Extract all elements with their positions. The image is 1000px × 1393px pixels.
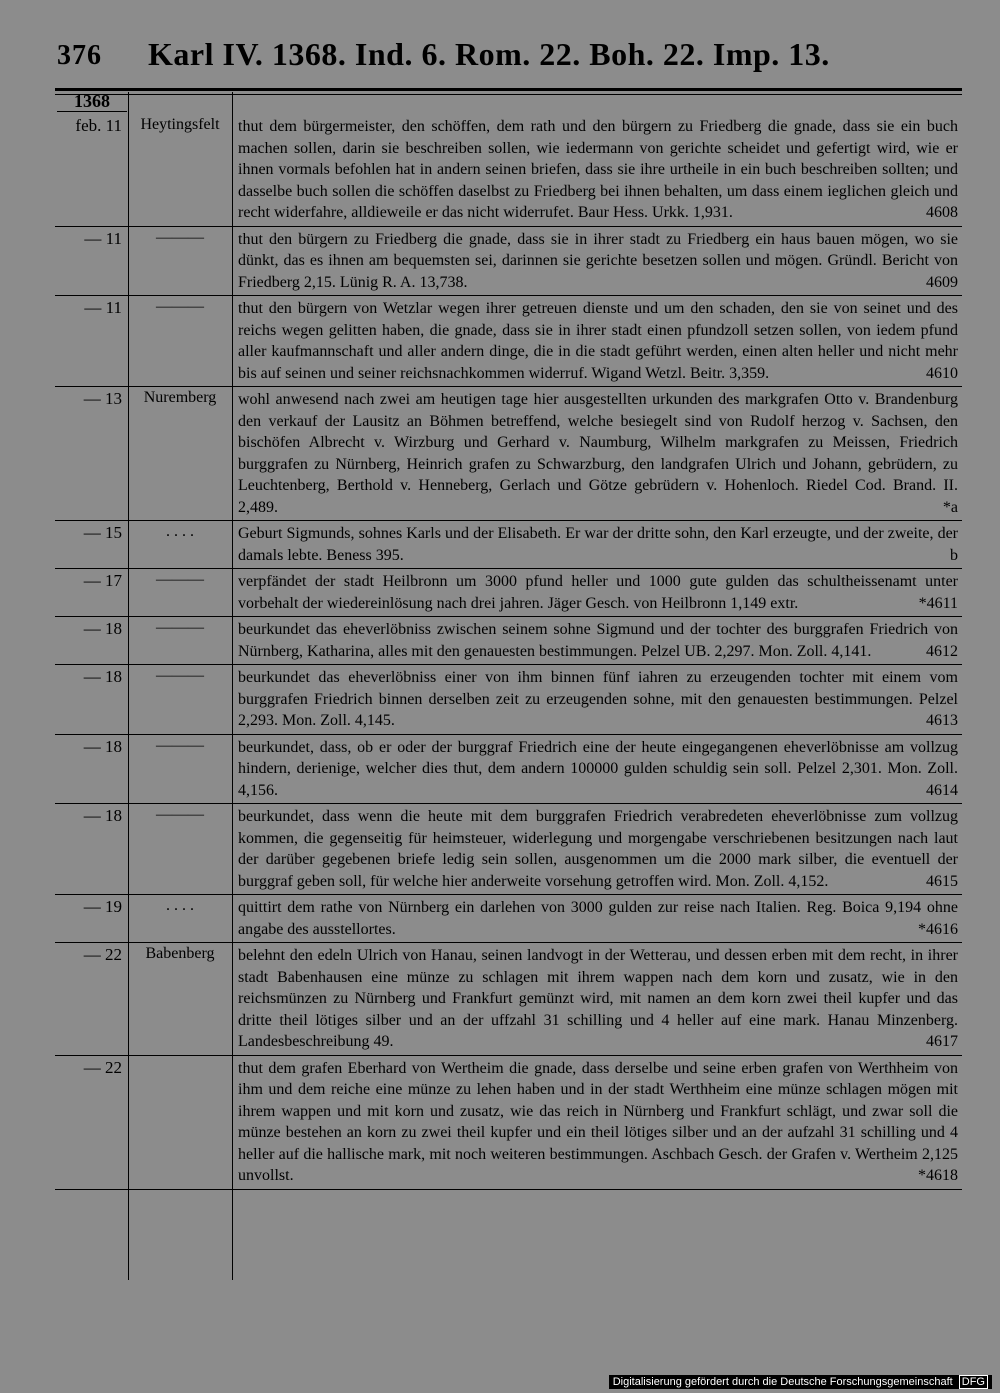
entry-place: . . . . bbox=[166, 523, 194, 540]
entry-text: thut den bürgern von Wetzlar wegen ihrer getreuen dienste und um den schaden, den sie von seinet und des reichs wegen gelitten haben, die gnade, dass sie in ihrer stadt einen pfundzoll setzen sollen, von iedem pfund aller kaufmannschaft und aller andern dinge, die in die stadt geführt werden, einen alten heller und nicht mehr bis auf seinen und seiner reichsnachkommen widerruf. Wigand Wetzl. Beitr. 3,359. bbox=[238, 300, 958, 382]
entry-text: belehnt den edeln Ulrich von Hanau, seinen landvogt in der Wetterau, und dessen erben mit dem recht, in ihrer stadt Babenhausen eine münze zu schlagen mit ihrem wappen nach dem korn und zusatz, wie in den reichsmünzen zu Nürnberg und Frankfurt gemünzt wird, mit namen an dem korn zwei theil kupfer und das dritte theil lötiges silber und an der uffzahl 31 schilling und 4 heller auf eine mark. Hanau Minzenberg. Landesbeschreibung 49. bbox=[238, 947, 958, 1050]
entry-number: 4609 bbox=[926, 273, 958, 291]
entry-body bbox=[232, 667, 962, 732]
entry-place: ——— bbox=[156, 298, 204, 315]
entry-place: ——— bbox=[156, 571, 204, 588]
entry-place: Nuremberg bbox=[143, 389, 217, 406]
entry-place: Babenberg bbox=[145, 945, 215, 962]
entry-number: 4608 bbox=[926, 204, 958, 221]
entry-place: ——— bbox=[156, 228, 204, 246]
entry-number: *4616 bbox=[918, 920, 958, 938]
entry-number: *a bbox=[942, 498, 958, 516]
register-entry bbox=[55, 521, 962, 569]
entry-number: 4613 bbox=[926, 712, 958, 729]
entry-body bbox=[232, 229, 962, 294]
register-entry bbox=[55, 665, 962, 735]
entry-place: ——— bbox=[156, 667, 204, 684]
entry-date: — 18 bbox=[83, 619, 122, 638]
entry-body bbox=[232, 806, 962, 892]
entry-number: b bbox=[950, 546, 958, 564]
entry-text: wohl anwesend nach zwei am heutigen tage hier ausgestellten urkunden des markgrafen Otto v. Brandenburg den verkauf der Lausitz an Böhmen betreffend, welche besiegelt sind von Rudolf herzog v. Sachsen, den bischöfen Albrecht v. Wirzburg und Gerhard v. Naumburg, Wilhelm markgrafen zu Meissen, Friedrich burggrafen zu Nürnberg, Heinrich grafen zu Schwarzburg, den landgrafen Ulrich und Johann, gebrüdern, zu Leuchtenberg, Berthold v. Henneberg, Gerlach und Götze gebrüdern v. Hohenloch. Riedel Cod. Brand. II. 2,489. bbox=[238, 391, 958, 516]
entry-date: — 19 bbox=[83, 897, 122, 916]
header-rule-thin bbox=[55, 94, 962, 95]
register-entry bbox=[55, 114, 962, 227]
funding-notice bbox=[609, 1375, 992, 1389]
entry-place: ——— bbox=[156, 806, 204, 823]
register-entry bbox=[55, 569, 962, 617]
entry-body bbox=[232, 298, 962, 384]
entry-body bbox=[232, 116, 962, 224]
entry-number: 4617 bbox=[926, 1033, 958, 1050]
entry-text: thut dem grafen Eberhard von Wertheim die gnade, dass derselbe und seine erben grafen von Werthheim von ihm und dem reiche eine münze zu lehen haben und in der stadt Werthheim eine münze schlagen mögen mit ihrem wappen und mit korn und zusatz, wie das reich in Nürnberg und Frankfurt schlägt, und zwar soll die münze bestehen an korn zu zwei theil kupfer und ein theil lötiges silber und an der aufzahl 31 schilling und 4 heller auf die hallische mark, mit noch weiteren bestimmungen. Aschbach Gesch. der Grafen v. Wertheim 2,125 unvollst. bbox=[238, 1059, 958, 1184]
entry-text: verpfändet der stadt Heilbronn um 3000 pfund heller und 1000 gute gulden das schultheissenamt unter vorbehalt der wiedereinlösung nach drei jahren. Jäger Gesch. von Heilbronn 1,149 extr. bbox=[238, 573, 958, 612]
entry-body bbox=[232, 897, 962, 940]
entry-text: quittirt dem rathe von Nürnberg ein darlehen von 3000 gulden zur reise nach Italien. Reg. Boica 9,194 ohne angabe des ausstellortes. bbox=[238, 899, 958, 938]
year-heading: 1368 bbox=[57, 91, 127, 112]
entry-body bbox=[232, 571, 962, 614]
entry-date: — 13 bbox=[83, 389, 122, 408]
register-entry bbox=[55, 617, 962, 665]
entry-body bbox=[232, 1058, 962, 1187]
entry-body bbox=[232, 737, 962, 802]
entry-date: — 22 bbox=[83, 945, 122, 964]
entry-text: beurkundet das eheverlöbniss einer von ihm binnen fünf iahren zu erzeugenden tochter mit einem vom burggrafen Friedrich binnen derselben zeit zu erzeugenden sohne, mit den genauesten bestimmungen. Pelzel 2,293. Mon. Zoll. 4,145. bbox=[238, 669, 958, 729]
entry-number: *4611 bbox=[918, 594, 958, 612]
running-title: Karl IV. 1368. Ind. 6. Rom. 22. Boh. 22. Imp. 13. bbox=[148, 36, 830, 72]
entry-date: — 11 bbox=[84, 298, 122, 317]
entry-body bbox=[232, 945, 962, 1053]
entry-body bbox=[232, 619, 962, 662]
entry-place: . . . . bbox=[166, 897, 194, 914]
entry-number: 4610 bbox=[926, 364, 958, 382]
entry-number: 4615 bbox=[926, 872, 958, 890]
register-entry bbox=[55, 1056, 962, 1190]
entry-date: feb. 11 bbox=[75, 116, 122, 135]
entry-text: Geburt Sigmunds, sohnes Karls und der Elisabeth. Er war der dritte sohn, den Karl erzeugte, und der zweite, der damals lebte. Beness 395. bbox=[238, 525, 958, 564]
register-entry bbox=[55, 387, 962, 521]
entry-body bbox=[232, 523, 962, 566]
entry-text: beurkundet, dass, ob er oder der burggraf Friedrich eine der heute eingegangenen eheverlöbnisse am vollzug hindern, derienige, welcher dies thut, dem andern 100000 gulden schuldig sein soll. Pelzel 2,301. Mon. Zoll. 4,156. bbox=[238, 738, 958, 799]
register-entry bbox=[55, 735, 962, 805]
register-entry bbox=[55, 227, 962, 297]
entry-place: ——— bbox=[156, 619, 204, 636]
funding-text: Digitalisierung gefördert durch die Deutsche Forschungsgemeinschaft bbox=[612, 1376, 953, 1388]
dfg-logo: DFG bbox=[959, 1375, 988, 1389]
register-entry bbox=[55, 296, 962, 387]
entry-date: — 18 bbox=[83, 667, 122, 686]
entries-list bbox=[55, 114, 962, 1190]
entry-date: — 17 bbox=[83, 571, 122, 590]
entry-date: — 18 bbox=[83, 806, 122, 825]
entry-place: ——— bbox=[156, 736, 204, 754]
entry-date: — 22 bbox=[83, 1057, 122, 1077]
register-entry bbox=[55, 943, 962, 1056]
page-number: 376 bbox=[57, 40, 102, 71]
entry-number: *4618 bbox=[918, 1167, 958, 1184]
register-entry bbox=[55, 895, 962, 943]
register-entry bbox=[55, 804, 962, 895]
entry-number: 4612 bbox=[926, 642, 958, 660]
entry-place: Heytingsfelt bbox=[140, 116, 220, 133]
entry-text: beurkundet das eheverlöbniss zwischen seinem sohne Sigmund und der tochter des burggrafen Friedrich von Nürnberg, Katharina, alles mit den genauesten bestimmungen. Pelzel UB. 2,297. Mon. Zoll. 4,141. bbox=[238, 621, 958, 660]
entry-date: — 11 bbox=[84, 228, 122, 248]
entry-number: 4614 bbox=[926, 781, 958, 799]
entry-text: beurkundet, dass wenn die heute mit dem burggrafen Friedrich verabredeten eheverlöbnisse zum vollzug kommen, die gegenseitig für heimsteuer, widerlegung und morgengabe verschriebenen besitzungen nach laut der darüber gegebenen briefe ledig sein sollen, ausgenommen um die 2000 mark silber, die eventuell der burggraf geben soll, für welche hier anderweite vorsehung getroffen wird. Mon. Zoll. 4,152. bbox=[238, 808, 958, 890]
entry-text: thut den bürgern zu Friedberg die gnade, dass sie in ihrer stadt zu Friedberg ein haus bauen mögen, wo sie dünkt, das es ihnen am bequemsten sei, darinnen sie gerichte besetzen sollen und mögen. Gründl. Bericht von Friedberg 2,15. Lünig R. A. 13,738. bbox=[238, 230, 958, 291]
entry-text: thut dem bürgermeister, den schöffen, dem rath und den bürgern zu Friedberg die gnade, dass sie ein buch machen sollen, darin sie beschreiben sollen, wie iedermann von gerichte scheidet und gefertigt wird, wie er ihnen vormals befohlen hat in andern seinen briefen, dass sie ihre urtheile in ein buch beschreiben sollten; und dasselbe buch sollen die schöffen daselbst zu Friedberg bei ihnen behalten, um dass einem ieglichen gleich und recht widerfahre, alldieweile er das nicht widerrufet. Baur Hess. Urkk. 1,931. bbox=[238, 118, 958, 221]
entry-date: — 15 bbox=[83, 523, 122, 542]
header-rule bbox=[55, 88, 962, 91]
entry-date: — 18 bbox=[83, 736, 122, 756]
entry-body bbox=[232, 389, 962, 518]
